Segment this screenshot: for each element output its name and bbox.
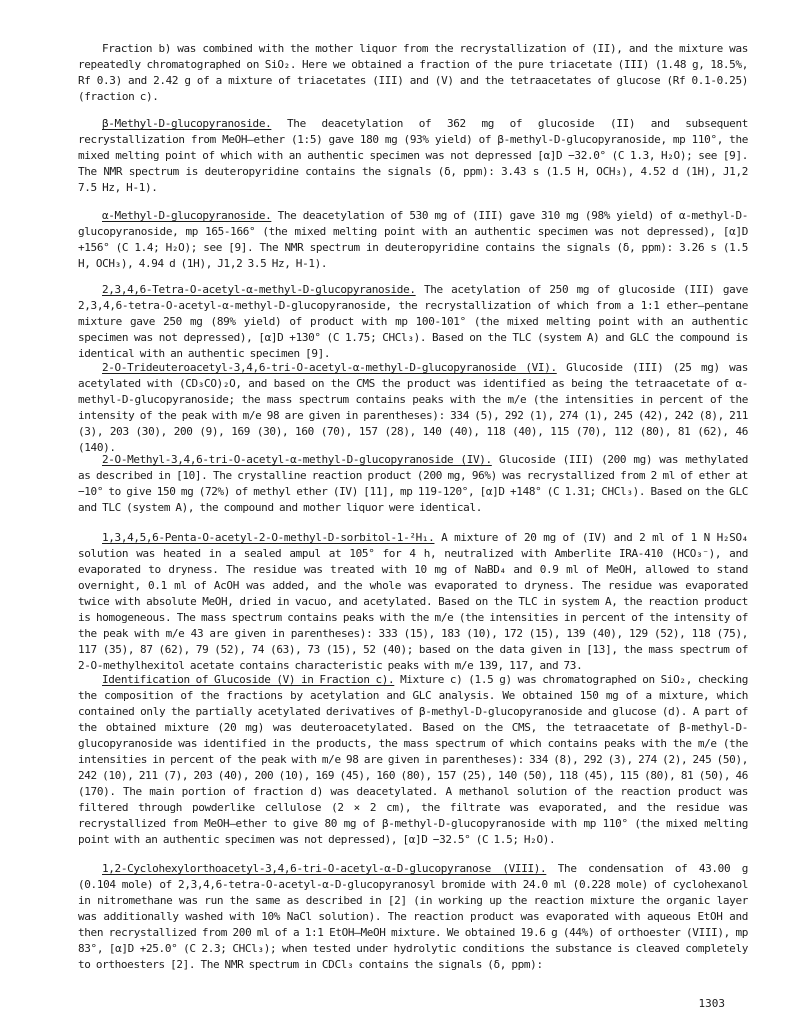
paragraph-text: Fraction b) was combined with the mother liquor from the recrystallization of (II), and the mixture was repeatedly chromatographed on SiO₂. Here we obtained a fraction of the pure triacetate (III) (1.48 g, 18.5%, Rf 0.3) and 2.42 g of a mixture of triacetates (III) and (V) and the tetraacetates of glucose (Rf 0.1-0.25) (fraction c). (78, 42, 748, 103)
paragraph-heading: Identification of Glucoside (V) in Fraction c). (102, 673, 395, 686)
paragraph-alpha-methyl-glucopyranoside (78, 208, 748, 272)
paragraph-identification-glucoside (78, 672, 748, 848)
paragraph-penta-acetyl-sorbitol (78, 530, 748, 674)
page-number: 1303 (698, 997, 725, 1010)
paragraph-heading: 2-O-Trideuteroacetyl-3,4,6-tri-O-acetyl-α-methyl-D-glucopyranoside (VI). (102, 361, 557, 374)
paragraph-text: Mixture c) (1.5 g) was chromatographed on SiO₂, checking the composition of the fractions by acetylation and GLC analysis. We obtained 150 mg of a mixture, which contained only the partially acetylated derivatives of β-methyl-D-glucopyranoside and glucose (d). A part of the obtained mixture (20 mg) was deuteroacetylated. Based on the CMS, the tetraacetate of β-methyl-D-glucopyranoside was identified in the products, the mass spectrum of which contains peaks with the m/e (the intensities in percent of the peak with m/e 98 are given in parentheses): 334 (8), 292 (3), 274 (2), 245 (50), 242 (10), 211 (7), 203 (40), 200 (10), 169 (45), 160 (80), 157 (25), 140 (50), 118 (45), 115 (80), 81 (50), 46 (170). The main portion of fraction d) was deacetylated. A methanol solution of the reaction product was filtered through powderlike cellulose (2 × 2 cm), the filtrate was evaporated, and the residue was recrystallized from MeOH–ether to give 80 mg of β-methyl-D-glucopyranoside with mp 110° (the mixed melting point with an authentic specimen was not depressed), [α]D −32.5° (C 1.5; H₂O). (78, 673, 749, 846)
paragraph-text: The deacetylation of 530 mg of (III) gave 310 mg (98% yield) of α-methyl-D-glucopyranoside, mp 165-166° (the mixed melting point with an authentic specimen was not depressed), [α]D +156° (C 1.4; H₂O); see [9]. The NMR spectrum in deuteropyridine contains the signals (δ, ppm): 3.26 s (1.5 H, OCH₃), 4.94 d (1H), J1,2 3.5 Hz, H-1). (78, 209, 748, 270)
paragraph-text: The deacetylation of 362 mg of glucoside (II) and subsequent recrystallization from MeOH–ether (1:5) gave 180 mg (93% yield) of β-methyl-D-glucopyranoside, mp 110°, the mixed melting point of which with an authentic specimen was not depressed [α]D −32.0° (C 1.3, H₂O); see [9]. The NMR spectrum is deuteropyridine contains the signals (δ, ppm): 3.43 s (1.5 H, OCH₃), 4.52 d (1H), J1,2 7.5 Hz, H-1). (78, 117, 748, 194)
paragraph-2-o-methyl (78, 452, 748, 516)
paragraph-text: Glucoside (III) (200 mg) was methylated as described in [10]. The crystalline reaction product (200 mg, 96%) was recrystallized from 2 ml of ether at −10° to give 150 mg (72%) of methyl ether (IV) [11], mp 119-120°, [α]D +148° (C 1.31; CHCl₃). Based on the GLC and TLC (system A), the compound and mother liquor were identical. (78, 453, 749, 514)
paragraph-text: The condensation of 43.00 g (0.104 mole) of 2,3,4,6-tetra-O-acetyl-α-D-glucopyranosyl bromide with 24.0 ml (0.228 mole) of cyclohexanol in nitromethane was run the same as described in [2] (in working up the reaction mixture the organic layer was additionally washed with 10% NaCl solution). The reaction product was evaporated with aqueous EtOH and then recrystallized from 200 ml of a 1:1 EtOH–MeOH mixture. We obtained 19.6 g (44%) of orthoester (VIII), mp 83°, [α]D +25.0° (C 2.3; CHCl₃); when tested under hydrolytic conditions the substance is cleaved completely to orthoesters [2]. The NMR spectrum in CDCl₃ contains the signals (δ, ppm): (78, 862, 748, 971)
paragraph-heading: 1,3,4,5,6-Penta-O-acetyl-2-O-methyl-D-sorbitol-1-²H₁. (102, 531, 435, 544)
paragraph-text: A mixture of 20 mg of (IV) and 2 ml of 1 N H₂SO₄ solution was heated in a sealed ampul at 105° for 4 h, neutralized with Amberlite IRA-410 (HCO₃⁻), and evaporated to dryness. The residue was treated with 10 mg of NaBD₄ and 0.9 ml of MeOH, allowed to stand overnight, 0.1 ml of AcOH was added, and the whole was evaporated to dryness. The residue was evaporated twice with absolute MeOH, dried in vacuo, and acetylated. Based on the TLC in system A, the reaction product is homogeneous. The mass spectrum contains peaks with the m/e (the intensities in percent of the intensity of the peak with m/e 43 are given in parentheses): 333 (15), 183 (10), 172 (15), 139 (40), 129 (52), 118 (75), 117 (35), 87 (62), 79 (52), 74 (63), 73 (15), 52 (40); based on the data given in [13], the mass spectrum of 2-O-methylhexitol acetate contains characteristic peaks with m/e 139, 117, and 73. (78, 531, 748, 672)
paragraph-beta-methyl-glucopyranoside (78, 116, 748, 196)
paragraph-text: The acetylation of 250 mg of glucoside (III) gave 2,3,4,6-tetra-O-acetyl-α-methyl-D-glucopyranoside, the recrystallization of which from a 1:1 ether–pentane mixture gave 250 mg (89% yield) of product with mp 100-101° (the mixed melting point with an authentic specimen was not depressed), [α]D +130° (C 1.75; CHCl₃). Based on the TLC (system A) and GLC the compound is identical with an authentic specimen [9]. (78, 283, 748, 360)
paragraph-text: Glucoside (III) (25 mg) was acetylated with (CD₃CO)₂O, and based on the CMS the product was identified as being the tetraacetate of α-methyl-D-glucopyranoside; the mass spectrum contains peaks with the m/e (the intensities in percent of the intensity of the peak with m/e 98 are given in parentheses): 334 (5), 292 (1), 274 (1), 245 (42), 242 (8), 211 (3), 203 (30), 200 (9), 169 (30), 160 (70), 157 (28), 140 (40), 118 (40), 115 (70), 112 (80), 81 (62), 46 (140). (78, 361, 748, 454)
paragraph-cyclohexylorthoacetyl (78, 861, 748, 973)
paragraph-heading: 2,3,4,6-Tetra-O-acetyl-α-methyl-D-glucopyranoside. (102, 283, 416, 296)
paragraph-fraction-b (78, 41, 748, 105)
paragraph-heading: 2-O-Methyl-3,4,6-tri-O-acetyl-α-methyl-D-glucopyranoside (IV). (102, 453, 492, 466)
paragraph-heading: α-Methyl-D-glucopyranoside. (102, 209, 272, 222)
paragraph-tetra-acetyl (78, 282, 748, 362)
paragraph-heading: 1,2-Cyclohexylorthoacetyl-3,4,6-tri-O-acetyl-α-D-glucopyranose (VIII). (102, 862, 547, 875)
paragraph-heading: β-Methyl-D-glucopyranoside. (102, 117, 272, 130)
paragraph-trideuteroacetyl (78, 360, 748, 456)
